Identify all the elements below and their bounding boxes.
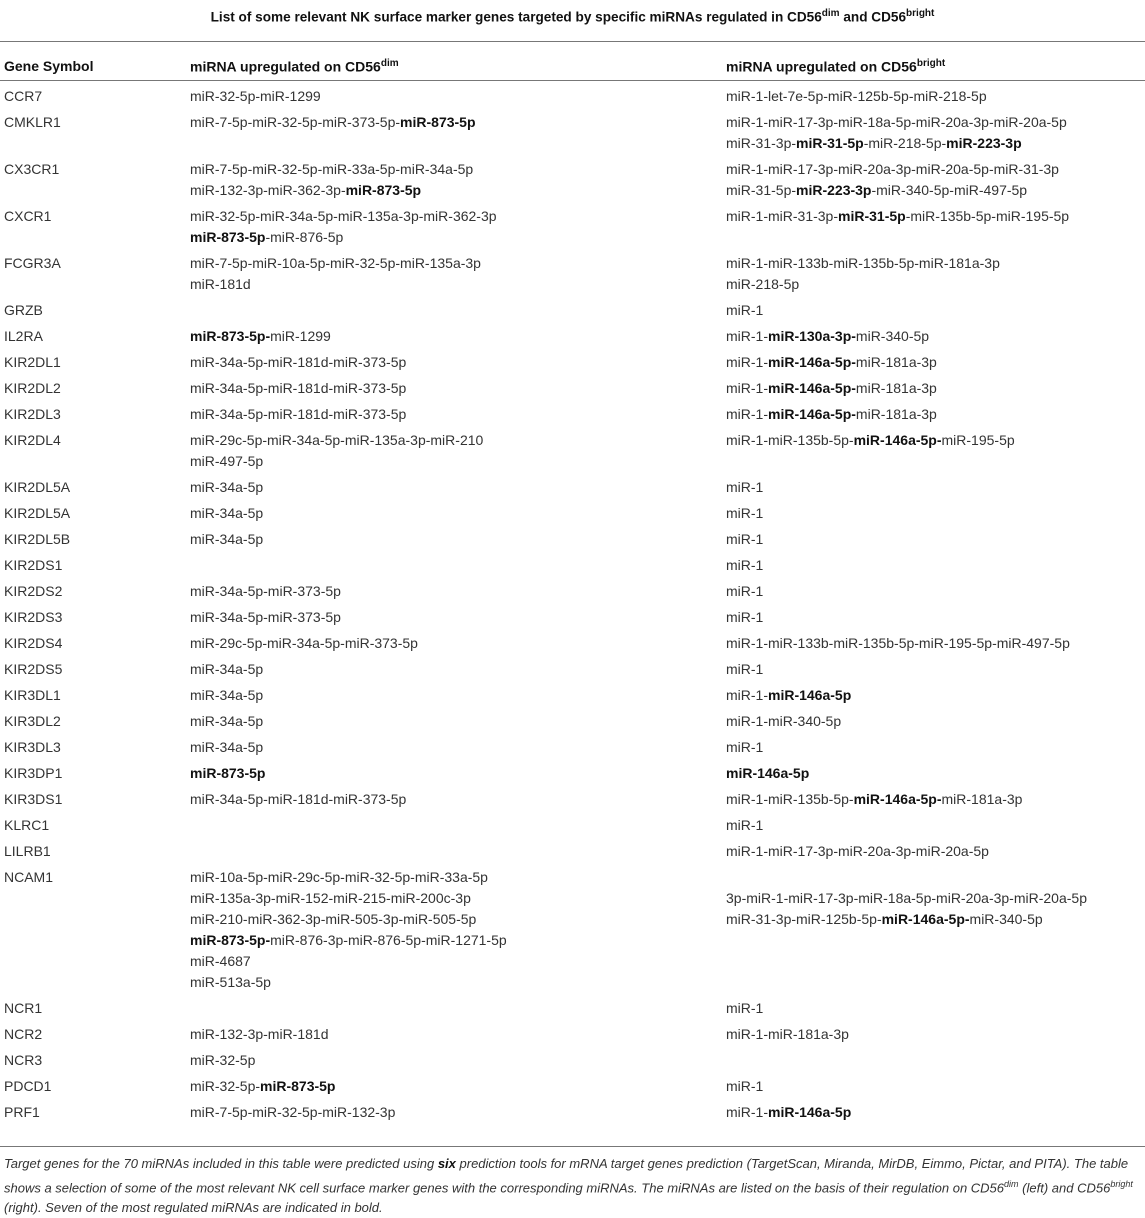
header-gene-symbol: Gene Symbol [4, 58, 94, 74]
mirna-text: miR-1-miR-135b-5p- [726, 791, 854, 807]
mirna-text: miR-34a-5p-miR-373-5p [190, 583, 341, 599]
gene-symbol-cell: KIR2DL1 [4, 354, 61, 370]
mirna-bright-cell [726, 555, 763, 576]
highlighted-mirna: miR-873-5p [260, 1078, 336, 1094]
mirna-text: miR-7-5p-miR-10a-5p-miR-32-5p-miR-135a-3p [190, 255, 481, 271]
mirna-dim-cell [190, 1102, 395, 1123]
top-rule [0, 41, 1145, 42]
mirna-text: miR-1- [726, 1104, 768, 1120]
gene-symbol-cell: KIR2DL2 [4, 380, 61, 396]
mirna-bright-cell [726, 607, 763, 628]
header-bright: miRNA upregulated on $CD56^{bright}$ [726, 58, 946, 75]
mirna-dim-cell [190, 1050, 255, 1071]
mirna-dim-cell [190, 430, 483, 472]
gene-symbol-cell: KIR2DS1 [4, 557, 63, 573]
mirna-dim-cell [190, 737, 263, 758]
mirna-text: miR-34a-5p-miR-181d-miR-373-5p [190, 380, 407, 396]
mirna-bright-cell [726, 841, 989, 862]
mirna-bright-cell [726, 378, 937, 399]
highlighted-mirna: miR-223-3p [946, 135, 1022, 151]
mirna-text: miR-210-miR-362-3p-miR-505-3p-miR-505-5p [190, 911, 477, 927]
gene-symbol-cell: KIR2DL5A [4, 505, 71, 521]
gene-symbol-cell: KIR2DS2 [4, 583, 63, 599]
highlighted-mirna: miR-873-5p [190, 765, 266, 781]
gene-symbol-cell: IL2RA [4, 328, 43, 344]
mirna-text: -miR-218-5p- [863, 135, 947, 151]
highlighted-mirna: miR-146a-5p [768, 687, 852, 703]
mirna-text: miR-1 [726, 557, 764, 573]
gene-symbol-cell: KIR2DL3 [4, 406, 61, 422]
table-footnote: Target genes for the 70 miRNAs included in this table were predicted using six prediction tools for mRNA target genes prediction (TargetScan, Miranda, MirDB, Eimmo, Pictar, and PITA). The table shows a selection of some of the most relevant NK cell surface marker genes with the corresponding miRNAs. The miRNAs are listed on the basis of their regulation on $CD56^{dim}$ (left) and $CD56^{bright}$ (right). Seven of the most regulated miRNAs are indicated in bold. [4, 1156, 1133, 1216]
mirna-bright-cell [726, 477, 763, 498]
highlighted-mirna: miR-873-5p [190, 229, 266, 245]
mirna-bright-cell [726, 352, 937, 373]
mirna-bright-cell [726, 659, 763, 680]
mirna-text: miR-181d [190, 276, 251, 292]
mirna-text: miR-34a-5p-miR-181d-miR-373-5p [190, 406, 407, 422]
mirna-text: miR-34a-5p-miR-373-5p [190, 609, 341, 625]
highlighted-mirna: miR-146a-5p- [853, 791, 942, 807]
highlighted-mirna: miR-873-5p- [190, 932, 271, 948]
mirna-text: miR-135a-3p-miR-152-miR-215-miR-200c-3p [190, 890, 471, 906]
mirna-text: miR-340-5p [969, 911, 1043, 927]
mirna-dim-cell [190, 763, 265, 784]
highlighted-mirna: miR-146a-5p- [768, 380, 856, 396]
gene-symbol-cell: CX3CR1 [4, 161, 60, 177]
gene-symbol-cell: KIR2DL5B [4, 531, 71, 547]
mirna-text: miR-1 [726, 739, 764, 755]
gene-symbol-cell: PDCD1 [4, 1078, 52, 1094]
highlighted-mirna: miR-146a-5p [768, 1104, 852, 1120]
mirna-text: miR-1- [726, 687, 768, 703]
mirna-text: miR-1- [726, 406, 768, 422]
mirna-text: miR-1 [726, 583, 764, 599]
mirna-text: miR-1-miR-133b-miR-135b-5p-miR-195-5p-miR-497-5p [726, 635, 1070, 651]
mirna-text: miR-31-3p- [726, 135, 797, 151]
mirna-text: miR-181a-3p [941, 791, 1023, 807]
mirna-text: miR-1- [726, 380, 768, 396]
mirna-bright-cell [726, 1102, 851, 1123]
gene-symbol-cell: KIR3DL3 [4, 739, 61, 755]
mirna-text: -miR-876-5p [265, 229, 344, 245]
gene-symbol-cell: KIR2DL4 [4, 432, 61, 448]
mirna-text: miR-34a-5p [190, 531, 264, 547]
gene-symbol-cell: KLRC1 [4, 817, 50, 833]
mirna-text: miR-513a-5p [190, 974, 271, 990]
mirna-text: 3p-miR-1-miR-17-3p-miR-18a-5p-miR-20a-3p-miR-20a-5p [726, 890, 1087, 906]
gene-symbol-cell: KIR2DS4 [4, 635, 63, 651]
mirna-text: miR-181a-3p [855, 354, 937, 370]
mirna-dim-cell [190, 378, 406, 399]
mirna-text: miR-132-3p-miR-181d [190, 1026, 329, 1042]
highlighted-mirna: miR-873-5p [400, 114, 476, 130]
highlighted-mirna: miR-146a-5p- [768, 354, 856, 370]
mirna-text: miR-29c-5p-miR-34a-5p-miR-135a-3p-miR-210 [190, 432, 484, 448]
mirna-text: miR-1-miR-17-3p-miR-20a-3p-miR-20a-5p [726, 843, 989, 859]
mirna-bright-cell [726, 888, 1087, 930]
mirna-dim-cell [190, 607, 341, 628]
mirna-text: miR-1 [726, 531, 764, 547]
mirna-text: miR-1-miR-17-3p-miR-20a-3p-miR-20a-5p-miR-31-3p [726, 161, 1059, 177]
bottom-rule [0, 1146, 1145, 1147]
mirna-bright-cell [726, 159, 1059, 201]
mirna-bright-cell [726, 503, 763, 524]
mirna-text: miR-1 [726, 661, 764, 677]
mirna-text: miR-1 [726, 479, 764, 495]
highlighted-mirna: miR-873-5p [345, 182, 422, 198]
gene-symbol-cell: KIR2DS5 [4, 661, 63, 677]
gene-symbol-cell: KIR3DL2 [4, 713, 61, 729]
mirna-text: miR-32-5p-miR-34a-5p-miR-135a-3p-miR-362-3p [190, 208, 497, 224]
mirna-text: miR-497-5p [190, 453, 264, 469]
mirna-text: miR-181a-3p [855, 406, 937, 422]
mirna-text: miR-32-5p- [190, 1078, 261, 1094]
mirna-dim-cell [190, 867, 507, 993]
mirna-text: miR-1-miR-181a-3p [726, 1026, 849, 1042]
gene-symbol-cell: CCR7 [4, 88, 43, 104]
mirna-bright-cell [726, 737, 763, 758]
mirna-text: miR-1 [726, 817, 764, 833]
mirna-text: miR-876-3p-miR-876-5p-miR-1271-5p [270, 932, 507, 948]
gene-symbol-cell: GRZB [4, 302, 43, 318]
mirna-bright-cell [726, 581, 763, 602]
mirna-text: -miR-135b-5p-miR-195-5p [905, 208, 1070, 224]
gene-symbol-cell: KIR3DL1 [4, 687, 61, 703]
gene-symbol-cell: CMKLR1 [4, 114, 61, 130]
mirna-text: miR-7-5p-miR-32-5p-miR-373-5p- [190, 114, 401, 130]
mirna-text: miR-1- [726, 328, 768, 344]
mirna-text: miR-1299 [270, 328, 331, 344]
mirna-text: miR-34a-5p [190, 687, 264, 703]
mirna-dim-cell [190, 529, 263, 550]
mirna-text: miR-4687 [190, 953, 251, 969]
mirna-text: miR-1-let-7e-5p-miR-125b-5p-miR-218-5p [726, 88, 987, 104]
highlighted-mirna: miR-31-5p [838, 208, 906, 224]
highlighted-mirna: miR-146a-5p- [853, 432, 942, 448]
gene-symbol-cell: NCAM1 [4, 869, 54, 885]
mirna-dim-cell [190, 685, 263, 706]
mirna-text: miR-1-miR-31-3p- [726, 208, 839, 224]
highlighted-mirna: miR-873-5p- [190, 328, 271, 344]
highlighted-mirna: miR-223-3p [796, 182, 872, 198]
mirna-bright-cell [726, 685, 851, 706]
mirna-bright-cell [726, 711, 841, 732]
highlighted-mirna: miR-31-5p [796, 135, 864, 151]
mirna-text: miR-34a-5p [190, 479, 264, 495]
mirna-bright-cell [726, 789, 1022, 810]
mirna-text: miR-34a-5p [190, 739, 264, 755]
mirna-dim-cell [190, 1024, 329, 1045]
table-title: List of some relevant NK surface marker genes targeted by specific miRNAs regulated in $CD56^{dim}$ and $CD56^{bright}$ [210, 8, 935, 25]
mirna-dim-cell [190, 503, 263, 524]
mirna-bright-cell [726, 206, 1069, 227]
mirna-text: miR-34a-5p [190, 505, 264, 521]
mirna-bright-cell [726, 253, 1000, 295]
header-rule [0, 80, 1145, 81]
mirna-text: miR-29c-5p-miR-34a-5p-miR-373-5p [190, 635, 418, 651]
gene-symbol-cell: NCR2 [4, 1026, 43, 1042]
mirna-dim-cell [190, 581, 341, 602]
mirna-dim-cell [190, 404, 406, 425]
mirna-dim-cell [190, 633, 418, 654]
mirna-bright-cell [726, 430, 1015, 451]
mirna-text: miR-32-5p [190, 1052, 256, 1068]
mirna-text: -miR-340-5p-miR-497-5p [871, 182, 1028, 198]
mirna-text: miR-7-5p-miR-32-5p-miR-132-3p [190, 1104, 396, 1120]
gene-symbol-cell: NCR3 [4, 1052, 43, 1068]
mirna-text: miR-181a-3p [855, 380, 937, 396]
mirna-text: miR-1 [726, 505, 764, 521]
mirna-bright-cell [726, 815, 763, 836]
mirna-dim-cell [190, 789, 406, 810]
mirna-dim-cell [190, 352, 406, 373]
mirna-text: miR-32-5p-miR-1299 [190, 88, 321, 104]
mirna-text: miR-1-miR-17-3p-miR-18a-5p-miR-20a-3p-miR-20a-5p [726, 114, 1067, 130]
gene-symbol-cell: KIR3DP1 [4, 765, 63, 781]
mirna-dim-cell [190, 206, 497, 248]
mirna-text: miR-34a-5p [190, 713, 264, 729]
highlighted-mirna: miR-130a-3p- [768, 328, 856, 344]
mirna-text: miR-34a-5p [190, 661, 264, 677]
gene-symbol-cell: PRF1 [4, 1104, 40, 1120]
gene-symbol-cell: KIR2DS3 [4, 609, 63, 625]
mirna-bright-cell [726, 326, 929, 347]
mirna-bright-cell [726, 1076, 763, 1097]
mirna-bright-cell [726, 633, 1070, 654]
mirna-text: miR-1 [726, 609, 764, 625]
mirna-dim-cell [190, 159, 473, 201]
gene-symbol-cell: NCR1 [4, 1000, 43, 1016]
mirna-bright-cell [726, 1024, 849, 1045]
mirna-dim-cell [190, 477, 263, 498]
mirna-text: miR-34a-5p-miR-181d-miR-373-5p [190, 354, 407, 370]
mirna-text: miR-1 [726, 1078, 764, 1094]
mirna-text: miR-1 [726, 1000, 764, 1016]
mirna-text: miR-31-5p- [726, 182, 797, 198]
highlighted-mirna: miR-146a-5p- [881, 911, 970, 927]
highlighted-mirna: miR-146a-5p [726, 765, 810, 781]
mirna-bright-cell [726, 763, 809, 784]
mirna-text: miR-1-miR-135b-5p- [726, 432, 854, 448]
mirna-bright-cell [726, 404, 937, 425]
mirna-text: miR-34a-5p-miR-181d-miR-373-5p [190, 791, 407, 807]
mirna-text: miR-1- [726, 354, 768, 370]
gene-symbol-cell: LILRB1 [4, 843, 51, 859]
mirna-dim-cell [190, 659, 263, 680]
mirna-text: miR-132-3p-miR-362-3p- [190, 182, 346, 198]
gene-symbol-cell: CXCR1 [4, 208, 52, 224]
mirna-text: miR-1-miR-340-5p [726, 713, 842, 729]
mirna-dim-cell [190, 112, 476, 133]
mirna-dim-cell [190, 1076, 335, 1097]
mirna-text: miR-340-5p [855, 328, 930, 344]
mirna-dim-cell [190, 711, 263, 732]
mirna-text: miR-31-3p-miR-125b-5p- [726, 911, 882, 927]
mirna-text: miR-1 [726, 302, 764, 318]
mirna-bright-cell [726, 86, 987, 107]
mirna-text: miR-1-miR-133b-miR-135b-5p-miR-181a-3p [726, 255, 1000, 271]
mirna-text: miR-218-5p [726, 276, 800, 292]
mirna-bright-cell [726, 112, 1067, 154]
gene-symbol-cell: KIR2DL5A [4, 479, 71, 495]
mirna-dim-cell [190, 253, 481, 295]
gene-symbol-cell: FCGR3A [4, 255, 61, 271]
mirna-bright-cell [726, 998, 763, 1019]
mirna-text: miR-195-5p [941, 432, 1015, 448]
mirna-bright-cell [726, 300, 763, 321]
mirna-text: miR-7-5p-miR-32-5p-miR-33a-5p-miR-34a-5p [190, 161, 474, 177]
mirna-bright-cell [726, 529, 763, 550]
mirna-dim-cell [190, 86, 321, 107]
gene-symbol-cell: KIR3DS1 [4, 791, 63, 807]
mirna-text: miR-10a-5p-miR-29c-5p-miR-32-5p-miR-33a-5p [190, 869, 488, 885]
mirna-dim-cell [190, 326, 331, 347]
highlighted-mirna: miR-146a-5p- [768, 406, 856, 422]
header-dim: miRNA upregulated on $CD56^{dim}$ [190, 58, 399, 75]
